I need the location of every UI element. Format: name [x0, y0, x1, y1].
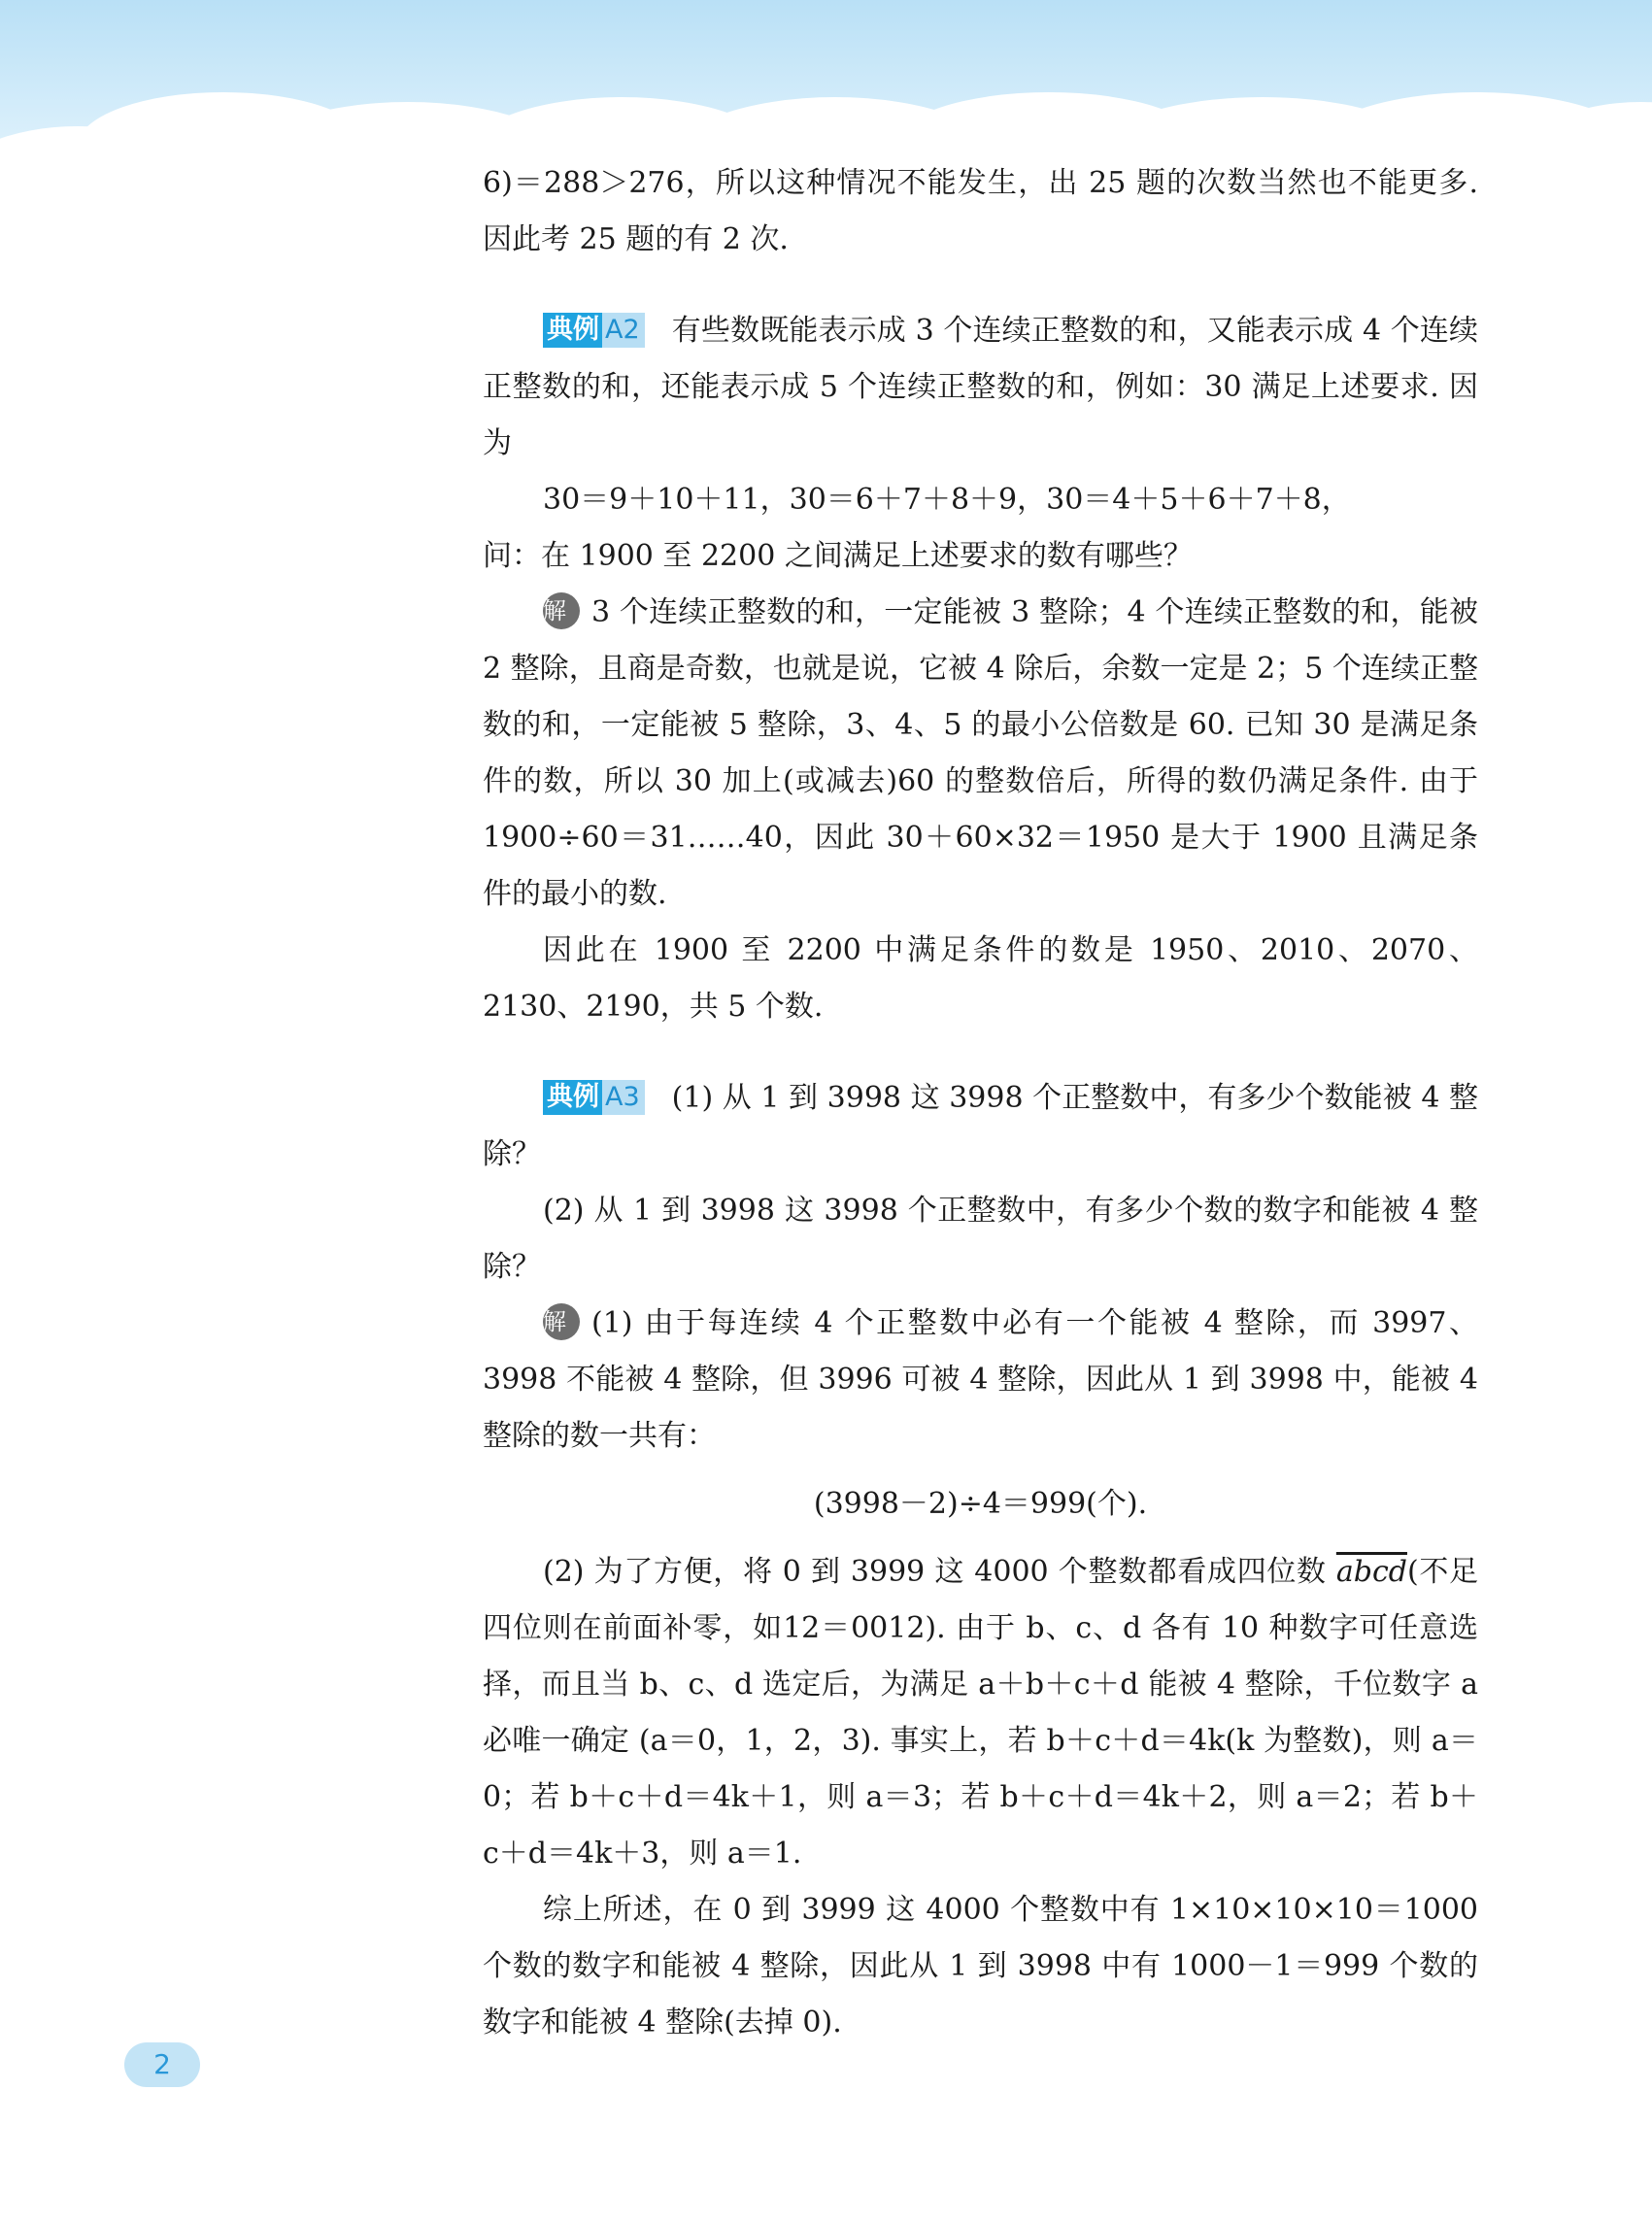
continued-paragraph: 6)＝288＞276，所以这种情况不能发生，出 25 题的次数当然也不能更多. 因此考 25 题的有 2 次.	[483, 166, 1478, 256]
overline-number: abcd	[1335, 1555, 1407, 1589]
example-a3-label: 典例 A3	[543, 1068, 645, 1126]
example-a3-equation: (3998－2)÷4＝999(个).	[813, 1487, 1148, 1521]
example-a3-solution-2: (2) 为了方便，将 0 到 3999 这 4000 个整数都看成四位数 abcd(不足四位则在前面补零，如12＝0012). 由于 b、c、d 各有 10 种数字可任意选择，而且当 b、c、d 选定后，为满足 a＋b＋c＋d 能被 4 整除，千位数字 a 必唯一确定 (a＝0，1，2，3). 事实上，若 b＋c＋d＝4k(k 为整数)，则 a＝0；若 b＋c＋d＝4k＋1，则 a＝3；若 b＋c＋d＝4k＋2，则 a＝2；若 b＋c＋d＝4k＋3，则 a＝1.	[483, 1555, 1478, 1871]
example-a2-question-end: 问：在 1900 至 2200 之间满足上述要求的数有哪些？	[483, 539, 1193, 573]
example-a2-equation: 30＝9＋10＋11，30＝6＋7＋8＋9，30＝4＋5＋6＋7＋8，	[543, 483, 1351, 517]
example-a3-question-1: 典例 A3 (1) 从 1 到 3998 这 3998 个正整数中，有多少个数能被 4 整除？	[483, 1068, 1478, 1183]
example-a2-solution: 解 3 个连续正整数的和，一定能被 3 整除；4 个连续正整数的和，能被 2 整除，且商是奇数，也就是说，它被 4 除后，余数一定是 2；5 个连续正整数的和，一定能被 5 整除，3、4、5 的最小公倍数是 60. 已知 30 是满足条件的数，所以 30 加上(或减去)60 的整数倍后，所得的数仍满足条件. 由于 1900÷60＝31……40，因此 30＋60×32＝1950 是大于 1900 且满足条件的最小的数.	[483, 585, 1478, 923]
solution-badge-icon: 解	[543, 592, 580, 629]
solution-badge-icon: 解	[543, 1303, 580, 1340]
example-a3-solution-1: 解 (1) 由于每连续 4 个正整数中必有一个能被 4 整除，而 3997、3998 不能被 4 整除，但 3996 可被 4 整除，因此从 1 到 3998 中，能被 4 整除的数一共有：	[483, 1296, 1478, 1465]
example-a3-summary: 综上所述，在 0 到 3999 这 4000 个整数中有 1×10×10×10＝1000 个数的数字和能被 4 整除，因此从 1 到 3998 中有 1000－1＝999 个数的数字和能被 4 整除(去掉 0).	[483, 1893, 1478, 2040]
page-number-badge: 2	[124, 2042, 200, 2087]
example-a3-question-2: (2) 从 1 到 3998 这 3998 个正整数中，有多少个数的数字和能被 4 整除？	[483, 1194, 1478, 1284]
example-a2-label: 典例 A2	[543, 301, 645, 358]
example-a2-conclusion: 因此在 1900 至 2200 中满足条件的数是 1950、2010、2070、2130、2190，共 5 个数.	[483, 933, 1478, 1024]
page-body	[483, 155, 1478, 2051]
example-a2-question: 典例 A2 有些数既能表示成 3 个连续正整数的和，又能表示成 4 个连续正整数的和，还能表示成 5 个连续正整数的和，例如：30 满足上述要求. 因为	[483, 301, 1478, 472]
